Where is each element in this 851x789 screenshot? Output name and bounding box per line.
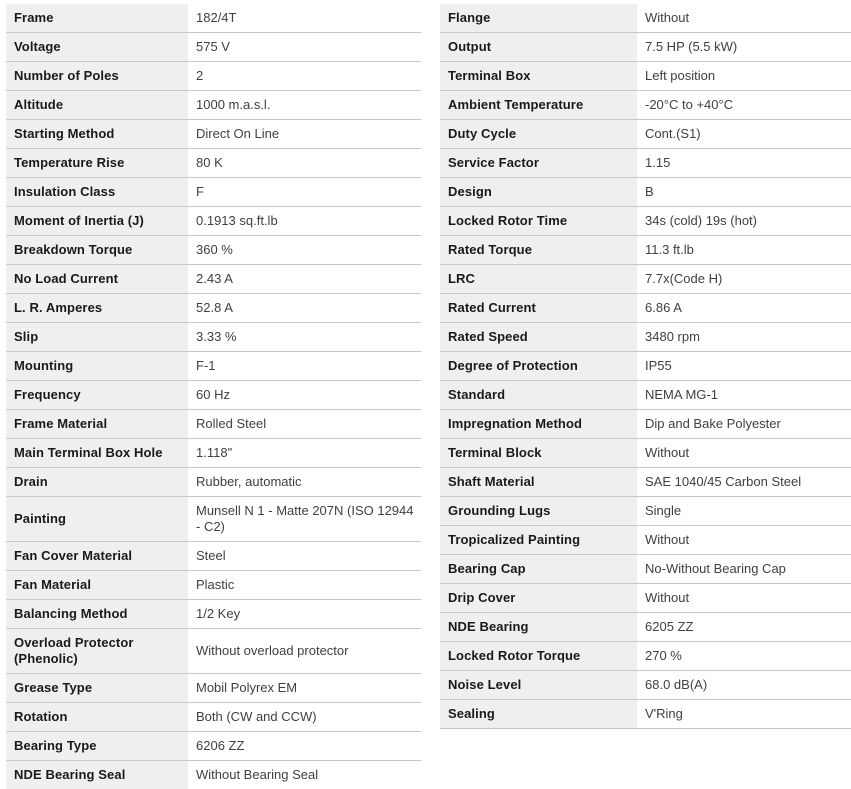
table-row	[6, 178, 421, 207]
table-row	[6, 33, 421, 62]
spec-label: NDE Bearing Seal	[6, 761, 188, 789]
spec-label: Number of Poles	[6, 62, 188, 90]
table-row	[440, 62, 851, 91]
spec-label: Grounding Lugs	[440, 497, 637, 525]
spec-label: Drain	[6, 468, 188, 496]
spec-label: Drip Cover	[440, 584, 637, 612]
spec-label: Output	[440, 33, 637, 61]
spec-value: Dip and Bake Polyester	[645, 416, 781, 431]
spec-label: Moment of Inertia (J)	[6, 207, 188, 235]
table-row	[440, 613, 851, 642]
table-row	[6, 410, 421, 439]
spec-label: Terminal Box	[440, 62, 637, 90]
table-row	[440, 178, 851, 207]
table-row	[440, 468, 851, 497]
spec-label: NDE Bearing	[440, 613, 637, 641]
table-row	[440, 120, 851, 149]
table-row	[440, 4, 851, 33]
table-row	[440, 265, 851, 294]
spec-label: Impregnation Method	[440, 410, 637, 438]
spec-label: Fan Material	[6, 571, 188, 599]
table-row	[440, 381, 851, 410]
spec-value: Munsell N 1 - Matte 207N (ISO 12944 - C2)	[196, 503, 414, 534]
table-row	[6, 62, 421, 91]
spec-label: Frequency	[6, 381, 188, 409]
spec-label: Rated Speed	[440, 323, 637, 351]
table-row	[440, 91, 851, 120]
spec-value: 6206 ZZ	[196, 738, 245, 753]
spec-value: Rubber, automatic	[196, 474, 302, 489]
spec-label: Locked Rotor Torque	[440, 642, 637, 670]
spec-label: L. R. Amperes	[6, 294, 188, 322]
spec-value: 2	[196, 68, 204, 83]
spec-value: IP55	[645, 358, 672, 373]
spec-value: Both (CW and CCW)	[196, 709, 317, 724]
table-row	[440, 352, 851, 381]
spec-label: Design	[440, 178, 637, 206]
spec-label: Grease Type	[6, 674, 188, 702]
spec-tables-container	[6, 4, 851, 789]
spec-value: Without	[645, 445, 690, 460]
spec-value: SAE 1040/45 Carbon Steel	[645, 474, 802, 489]
spec-value: 575 V	[196, 39, 230, 54]
spec-value: 1.15	[645, 155, 671, 170]
spec-label: Ambient Temperature	[440, 91, 637, 119]
table-row	[440, 323, 851, 352]
table-row	[6, 468, 421, 497]
table-row	[440, 207, 851, 236]
spec-value: Single	[645, 503, 682, 518]
spec-value: 34s (cold) 19s (hot)	[645, 213, 757, 228]
spec-label: Shaft Material	[440, 468, 637, 496]
table-row	[440, 642, 851, 671]
spec-value: Left position	[645, 68, 716, 83]
spec-value: F	[196, 184, 204, 199]
spec-value: 6205 ZZ	[645, 619, 694, 634]
table-row	[440, 236, 851, 265]
table-row	[6, 207, 421, 236]
spec-label: Balancing Method	[6, 600, 188, 628]
table-row	[6, 542, 421, 571]
spec-value: 1/2 Key	[196, 606, 241, 621]
spec-value: 1000 m.a.s.l.	[196, 97, 271, 112]
spec-value: Plastic	[196, 577, 235, 592]
spec-label: Duty Cycle	[440, 120, 637, 148]
spec-label: Terminal Block	[440, 439, 637, 467]
spec-label: No Load Current	[6, 265, 188, 293]
spec-value: V'Ring	[645, 706, 683, 721]
table-row	[6, 149, 421, 178]
table-row	[440, 671, 851, 700]
spec-value: 3.33 %	[196, 329, 237, 344]
spec-label: Bearing Cap	[440, 555, 637, 583]
spec-label: Slip	[6, 323, 188, 351]
spec-value: Rolled Steel	[196, 416, 267, 431]
spec-value: 60 Hz	[196, 387, 230, 402]
table-row	[6, 703, 421, 732]
spec-value: 52.8 A	[196, 300, 233, 315]
table-row	[440, 555, 851, 584]
spec-label: Mounting	[6, 352, 188, 380]
spec-label: Bearing Type	[6, 732, 188, 760]
spec-label: Rated Torque	[440, 236, 637, 264]
spec-value: B	[645, 184, 654, 199]
table-row	[6, 732, 421, 761]
spec-value: Without	[645, 532, 690, 547]
table-row	[6, 294, 421, 323]
spec-value: 7.5 HP (5.5 kW)	[645, 39, 738, 54]
spec-label: Painting	[6, 497, 188, 541]
spec-label: Overload Protector (Phenolic)	[6, 629, 188, 673]
spec-label: Rotation	[6, 703, 188, 731]
spec-value: Steel	[196, 548, 226, 563]
spec-value: 3480 rpm	[645, 329, 700, 344]
spec-label: Breakdown Torque	[6, 236, 188, 264]
spec-value: 2.43 A	[196, 271, 233, 286]
spec-label: Main Terminal Box Hole	[6, 439, 188, 467]
spec-label: Temperature Rise	[6, 149, 188, 177]
spec-table-left	[6, 4, 421, 789]
spec-value: Without	[645, 10, 690, 25]
table-row	[440, 584, 851, 613]
table-row	[440, 526, 851, 555]
table-row	[6, 91, 421, 120]
spec-value: Without Bearing Seal	[196, 767, 319, 782]
table-row	[440, 33, 851, 62]
spec-value: 1.118"	[196, 445, 233, 460]
spec-label: Degree of Protection	[440, 352, 637, 380]
spec-label: Sealing	[440, 700, 637, 728]
spec-value: Without overload protector	[196, 643, 349, 658]
table-row	[6, 265, 421, 294]
table-row	[440, 497, 851, 526]
spec-value: 68.0 dB(A)	[645, 677, 708, 692]
spec-label: Frame	[6, 4, 188, 32]
spec-label: LRC	[440, 265, 637, 293]
spec-label: Flange	[440, 4, 637, 32]
spec-value: -20°C to +40°C	[645, 97, 734, 112]
spec-label: Voltage	[6, 33, 188, 61]
spec-label: Starting Method	[6, 120, 188, 148]
table-row	[440, 410, 851, 439]
table-row	[6, 571, 421, 600]
spec-label: Rated Current	[440, 294, 637, 322]
spec-table-right	[440, 4, 851, 729]
spec-label: Fan Cover Material	[6, 542, 188, 570]
spec-value: Cont.(S1)	[645, 126, 701, 141]
table-row	[6, 381, 421, 410]
table-row	[440, 294, 851, 323]
spec-value: NEMA MG-1	[645, 387, 718, 402]
table-row	[6, 674, 421, 703]
spec-value: 0.1913 sq.ft.lb	[196, 213, 278, 228]
spec-value: Direct On Line	[196, 126, 280, 141]
table-row	[440, 439, 851, 468]
table-row	[6, 600, 421, 629]
table-row	[6, 4, 421, 33]
spec-label: Noise Level	[440, 671, 637, 699]
table-row	[6, 629, 421, 674]
table-row	[6, 120, 421, 149]
spec-value: 182/4T	[196, 10, 237, 25]
spec-value: Mobil Polyrex EM	[196, 680, 298, 695]
table-row	[6, 439, 421, 468]
spec-label: Service Factor	[440, 149, 637, 177]
spec-value: 11.3 ft.lb	[645, 242, 694, 257]
table-row	[6, 761, 421, 789]
spec-label: Locked Rotor Time	[440, 207, 637, 235]
spec-label: Frame Material	[6, 410, 188, 438]
table-row	[440, 149, 851, 178]
spec-value: No-Without Bearing Cap	[645, 561, 786, 576]
spec-label: Altitude	[6, 91, 188, 119]
spec-value: Without	[645, 590, 690, 605]
spec-value: 80 K	[196, 155, 223, 170]
spec-value: 270 %	[645, 648, 682, 663]
spec-value: 360 %	[196, 242, 233, 257]
table-row	[6, 497, 421, 542]
spec-value: F-1	[196, 358, 216, 373]
table-row	[440, 700, 851, 729]
spec-label: Insulation Class	[6, 178, 188, 206]
spec-label: Tropicalized Painting	[440, 526, 637, 554]
spec-label: Standard	[440, 381, 637, 409]
spec-value: 6.86 A	[645, 300, 682, 315]
table-row	[6, 352, 421, 381]
table-row	[6, 236, 421, 265]
table-row	[6, 323, 421, 352]
spec-value: 7.7x(Code H)	[645, 271, 723, 286]
